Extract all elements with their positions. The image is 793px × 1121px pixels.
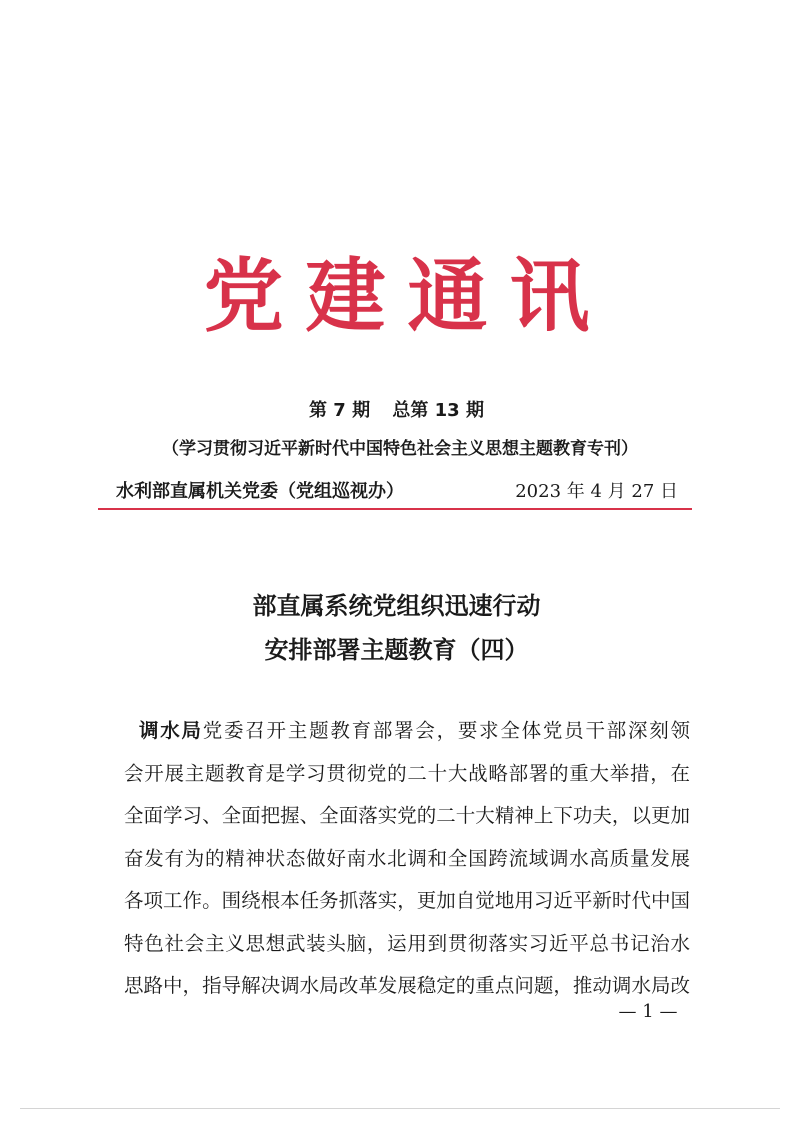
lead-org: 调水局 [139, 719, 203, 742]
scan-edge-line [20, 1108, 780, 1109]
special-edition-subtitle: （学习贯彻习近平新时代中国特色社会主义思想主题教育专刊） [162, 439, 638, 459]
page-number: — 1 — [618, 1001, 678, 1022]
header-red-rule [98, 508, 692, 510]
body-line: 特色社会主义思想武装头脑，运用到贯彻落实习近平总书记治水 [124, 931, 690, 955]
issue-line [0, 398, 793, 424]
body-line-text: 党委召开主题教育部署会，要求全体党员干部深刻领 [202, 719, 690, 742]
issue-number: 第 7 期 [309, 400, 371, 421]
body-line: 各项工作。围绕根本任务抓落实，更加自觉地用习近平新时代中国 [124, 889, 690, 912]
masthead-title: 党建通讯 [203, 249, 612, 343]
publisher-line [116, 479, 678, 505]
body-line: 奋发有为的精神状态做好南水北调和全国跨流域调水高质量发展 [124, 846, 690, 870]
article-body [124, 710, 690, 1008]
article-title-line-1: 部直属系统党组织迅速行动 [252, 592, 541, 620]
publisher-org: 水利部直属机关党委（党组巡视办） [116, 481, 404, 502]
body-line [124, 710, 690, 753]
publish-date: 2023 年 4 月 27 日 [515, 481, 678, 502]
body-line: 全面学习、全面把握、全面落实党的二十大精神上下功夫，以更加 [124, 804, 690, 827]
body-line: 思路中，指导解决调水局改革发展稳定的重点问题，推动调水局改 [124, 974, 690, 997]
total-issue-number: 总第 13 期 [392, 400, 484, 421]
article-title-line-2: 安排部署主题教育（四） [264, 636, 529, 664]
body-line: 会开展主题教育是学习贯彻党的二十大战略部署的重大举措，在 [124, 761, 690, 785]
